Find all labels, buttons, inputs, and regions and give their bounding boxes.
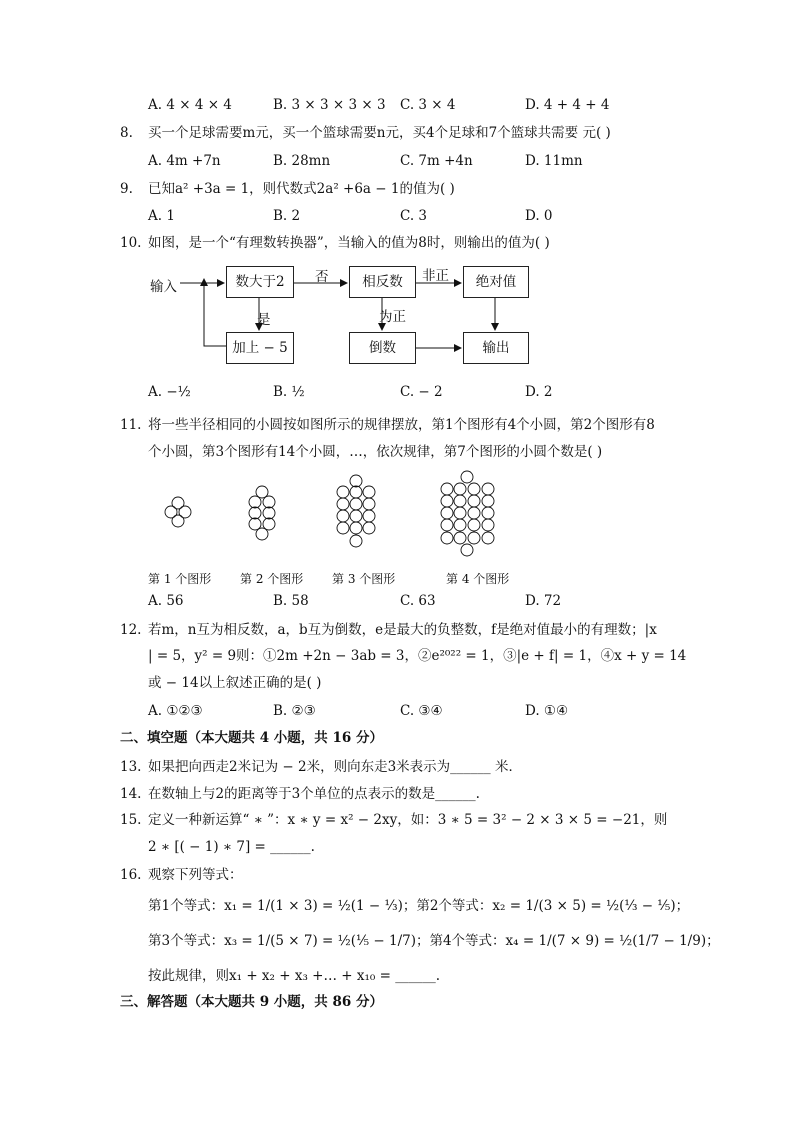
flow-positive-label: 为正 [379,309,406,325]
q8-option-c: C. 7m +4n [400,153,473,169]
q13-text: 如果把向西走2米记为 − 2米，则向东走3米表示为______ 米． [148,759,522,775]
q9-option-b: B. 2 [273,208,301,224]
q16-row2: 第3个等式：x₃ = 1/(5 × 7) = ½(⅕ − 1/7)；第4个等式：x₄ = 1/(7 × 9) = ½(1/7 − 1/9)； [148,933,720,949]
figure-3-caption: 第 3 个图形 [332,572,396,586]
q13-number: 13. [120,759,142,775]
q10-text: 如图，是一个“有理数转换器”，当输入的值为8时，则输出的值为( ) [148,235,550,251]
q8-option-a: A. 4m +7n [148,153,221,169]
q8-text: 买一个足球需要m元，买一个篮球需要n元，买4个足球和7个篮球共需要 元( ) [148,125,611,141]
q9-option-d: D. 0 [525,208,553,224]
q10-option-a: A. −½ [148,384,191,400]
flow-nonpositive-label: 非正 [422,268,449,284]
q10-number: 10. [120,235,142,251]
flow-box-add-minus-5: 加上 − 5 [226,332,294,364]
flow-box-opposite: 相反数 [349,266,416,298]
q11-line1: 将一些半径相同的小圆按如图所示的规律摆放，第1个图形有4个小圆，第2个图形有8 [148,417,655,433]
q9-option-c: C. 3 [400,208,428,224]
flow-box-reciprocal: 倒数 [349,332,416,364]
q11-line2: 个小圆，第3个图形有14个小圆，…，依次规律，第7个图形的小圆个数是( ) [148,444,603,460]
q7-option-b: B. 3 × 3 × 3 × 3 [273,97,386,113]
q12-line3: 或 − 14以上叙述正确的是( ) [148,675,322,691]
section-3-heading: 三、解答题（本大题共 9 小题，共 86 分） [120,994,383,1010]
q12-line1: 若m，n互为相反数，a，b互为倒数，e是最大的负整数，f是绝对值最小的有理数；|x [148,622,657,638]
q12-option-d: D. ①④ [525,703,569,719]
q11-option-c: C. 63 [400,593,436,609]
q10-option-d: D. 2 [525,384,553,400]
q11-option-a: A. 56 [148,593,184,609]
q16-number: 16. [120,867,142,883]
flow-no-label: 否 [315,269,329,285]
q8-option-b: B. 28mn [273,153,331,169]
q12-option-c: C. ③④ [400,703,443,719]
q9-number: 9. [120,181,133,197]
q16-row1: 第1个等式：x₁ = 1/(1 × 3) = ½(1 − ⅓)；第2个等式：x₂ = 1/(3 × 5) = ½(⅓ − ⅕)； [148,898,690,914]
figure-1-caption: 第 1 个图形 [148,572,212,586]
q16-intro: 观察下列等式： [148,867,243,883]
q12-option-a: A. ①②③ [148,703,203,719]
q15-line2: 2 ∗ [( − 1) ∗ 7] = ______. [148,839,315,855]
figure-4-caption: 第 4 个图形 [446,572,510,586]
q7-option-c: C. 3 × 4 [400,97,456,113]
q14-text: 在数轴上与2的距离等于3个单位的点表示的数是______. [148,786,480,802]
q11-number: 11. [120,417,142,433]
q16-row3: 按此规律，则x₁ + x₂ + x₃ +… + x₁₀ = ______. [148,968,440,984]
q10-option-c: C. − 2 [400,384,443,400]
flow-box-absolute: 绝对值 [463,266,529,298]
q8-number: 8. [120,125,133,141]
q8-option-d: D. 11mn [525,153,583,169]
q14-number: 14. [120,786,142,802]
flow-yes-label: 是 [257,312,271,328]
q10-option-b: B. ½ [273,384,305,400]
flow-box-greater-than-2: 数大于2 [226,266,294,298]
q12-option-b: B. ②③ [273,703,316,719]
flow-input-label: 输入 [150,279,177,295]
flow-box-output: 输出 [463,332,529,364]
figure-2-caption: 第 2 个图形 [240,572,304,586]
q7-option-d: D. 4 + 4 + 4 [525,97,610,113]
q12-line2: | = 5，y² = 9则：①2m +2n − 3ab = 3，②e²⁰²² = 1，③|e + f| = 1，④x + y = 14 [148,648,687,664]
q15-number: 15. [120,812,142,828]
section-2-heading: 二、填空题（本大题共 4 小题，共 16 分） [120,730,383,746]
q11-option-d: D. 72 [525,593,562,609]
q11-option-b: B. 58 [273,593,309,609]
q9-option-a: A. 1 [148,208,175,224]
q9-text: 已知a² +3a = 1，则代数式2a² +6a − 1的值为( ) [148,181,455,197]
q12-number: 12. [120,622,142,638]
q7-option-a: A. 4 × 4 × 4 [148,97,232,113]
q15-line1: 定义一种新运算“ ∗ ”：x ∗ y = x² − 2xy，如：3 ∗ 5 = 3² − 2 × 3 × 5 = −21，则 [148,812,668,828]
